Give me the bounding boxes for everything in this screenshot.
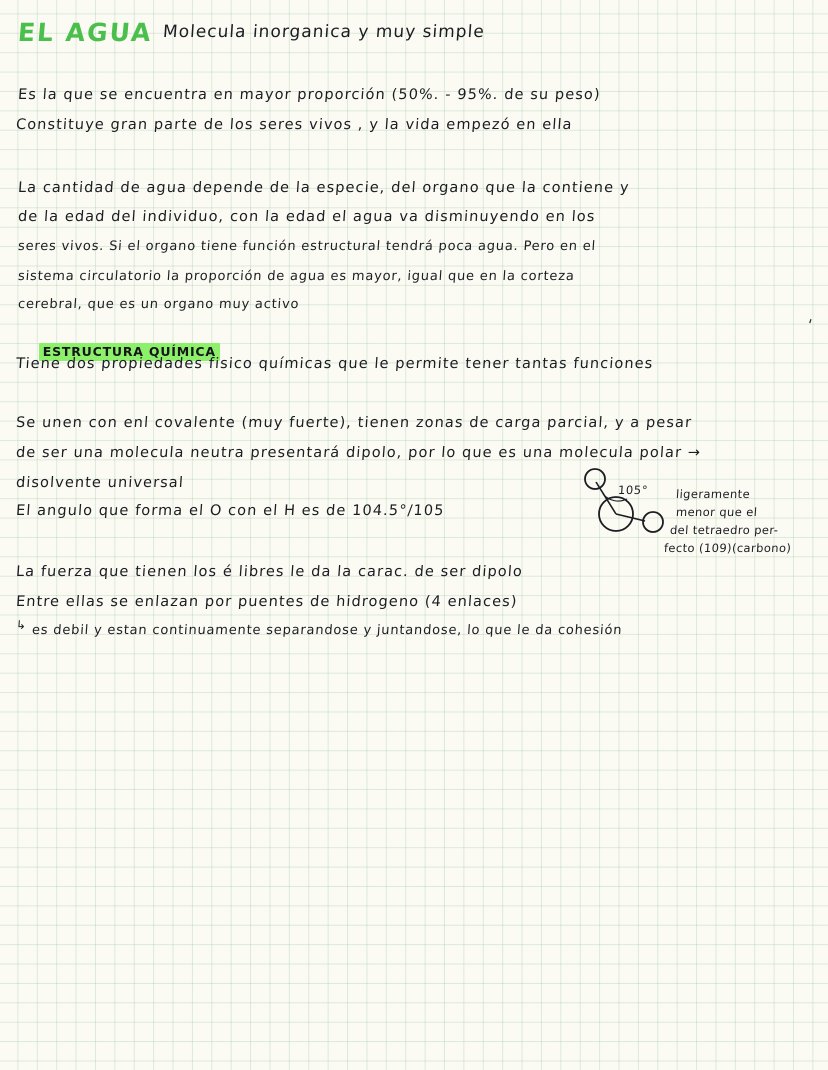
paragraph3-line-2: Entre ellas se enlazan por puentes de hidrogeno (4 enlaces) xyxy=(15,594,519,610)
diagram-annotation-line-2: menor que el xyxy=(675,505,758,519)
paragraph3-line-1: La fuerza que tienen los é libres le da la carac. de ser dipolo xyxy=(15,564,524,580)
angle-label: 105° xyxy=(617,483,649,497)
page-title: EL AGUA xyxy=(16,18,154,47)
intro-line-2: Constituye gran parte de los seres vivos , y la vida empezó en ella xyxy=(15,117,574,133)
section-heading: ESTRUCTURA QUÍMICA xyxy=(39,343,220,361)
diagram-annotation-line-1: ligeramente xyxy=(675,487,751,501)
page-subtitle: Molecula inorganica y muy simple xyxy=(162,22,486,42)
hydrogen-atom-2 xyxy=(643,512,663,532)
angle-line: El angulo que forma el O con el H es de 104.5°/105 xyxy=(15,503,446,519)
paragraph1-line-1: La cantidad de agua depende de la especie, del organo que la contiene y xyxy=(17,180,631,196)
last-line: es debil y estan continuamente separandose y juntandose, lo que le da cohesión xyxy=(31,623,623,638)
section-intro: Tiene dos propiedades fisico químicas que le permite tener tantas funciones xyxy=(15,356,654,372)
bond-line-2 xyxy=(616,514,645,521)
paragraph2-line-2: de ser una molecula neutra presentará dipolo, por lo que es una molecula polar → xyxy=(15,445,702,461)
diagram-annotation-line-3: del tetraedro per- xyxy=(669,523,779,537)
paragraph2-line-1: Se unen con enl covalente (muy fuerte), tienen zonas de carga parcial, y a pesar xyxy=(15,415,693,431)
paragraph1-line-5: cerebral, que es un organo muy activo xyxy=(17,297,300,312)
paragraph2-line-3: disolvente universal xyxy=(15,475,185,491)
diagram-annotation-line-4: fecto (109)(carbono) xyxy=(663,541,792,555)
margin-mark: ' xyxy=(804,315,815,335)
last-line-marker: ↳ xyxy=(15,618,28,632)
intro-line-1: Es la que se encuentra en mayor proporción (50%. - 95%. de su peso) xyxy=(17,87,602,103)
paragraph1-line-3: seres vivos. Si el organo tiene función estructural tendrá poca agua. Pero en el xyxy=(17,239,597,254)
paragraph1-line-4: sistema circulatorio la proporción de agua es mayor, igual que en la corteza xyxy=(17,269,576,284)
paragraph1-line-2: de la edad del individuo, con la edad el agua va disminuyendo en los xyxy=(17,209,597,225)
hydrogen-atom-1 xyxy=(585,469,605,489)
